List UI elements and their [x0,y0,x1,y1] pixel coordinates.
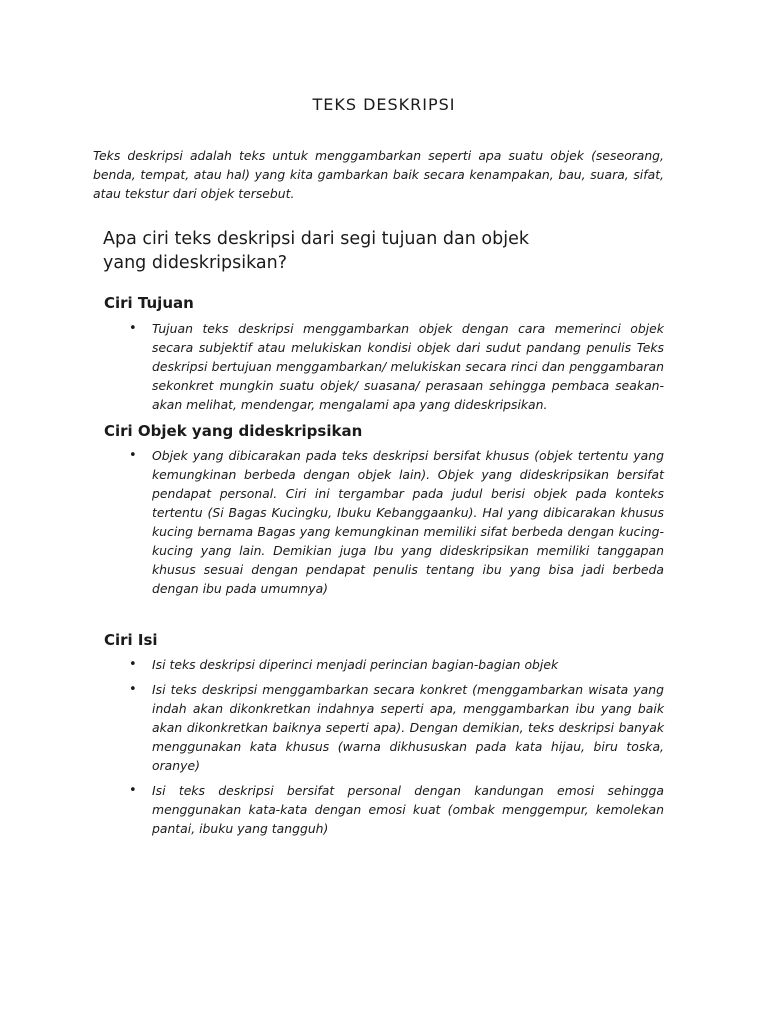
section-heading-ciri-objek: Ciri Objek yang dideskripsikan [104,422,363,440]
bullet-list-ciri-objek [124,446,664,604]
list-item [124,655,664,674]
list-item [124,446,664,598]
bullet-list-ciri-tujuan [124,319,664,420]
bullet-text: Objek yang dibicarakan pada teks deskripsi bersifat khusus (objek tertentu yang kemungkinan berbeda dengan objek lain). Objek yang dideskripsikan bersifat pendapat personal. Ciri ini tergambar pada judul berisi objek pada konteks tertentu (Si Bagas Kucingku, Ibuku Kebanggaanku). Hal yang dibicarakan khusus kucing bernama Bagas yang kemungkinan memiliki sifat berbeda dengan kucing-kucing yang lain. Demikian juga Ibu yang dideskripsikan memiliki tanggapan khusus sesuai dengan pendapat penulis tentang ibu yang bisa jadi berbeda dengan ibu pada umumnya) [152,448,664,596]
question-heading: Apa ciri teks deskripsi dari segi tujuan dan objek yang dideskripsikan? [103,229,529,273]
intro-paragraph: Teks deskripsi adalah teks untuk menggambarkan seperti apa suatu objek (seseorang, benda, tempat, atau hal) yang kita gambarkan baik secara kenampakan, bau, suara, sifat, atau tekstur dari objek tersebut. [93,148,664,201]
list-item [124,781,664,838]
section-heading-ciri-isi: Ciri Isi [104,631,158,649]
document-title: TEKS DESKRIPSI [312,95,456,114]
section-heading-ciri-tujuan: Ciri Tujuan [104,294,194,312]
bullet-list-ciri-isi [124,655,664,844]
bullet-text: Isi teks deskripsi bersifat personal dengan kandungan emosi sehingga menggunakan kata-kata dengan emosi kuat (ombak menggempur, kemolekan pantai, ibuku yang tangguh) [152,783,664,836]
bullet-icon: • [129,783,137,798]
bullet-text: Isi teks deskripsi diperinci menjadi perincian bagian-bagian objek [152,657,559,672]
bullet-icon: • [129,657,137,672]
bullet-text: Tujuan teks deskripsi menggambarkan objek dengan cara memerinci objek secara subjektif atau melukiskan kondisi objek dari sudut pandang penulis Teks deskripsi bertujuan menggambarkan/ melukiskan secara rinci dan penggambaran sekonkret mungkin suatu objek/ suasana/ perasaan sehingga pembaca seakan-akan melihat, mendengar, mengalami apa yang dideskripsikan. [152,321,664,412]
list-item [124,680,664,775]
bullet-icon: • [129,682,137,697]
list-item [124,319,664,414]
bullet-icon: • [129,448,137,463]
bullet-text: Isi teks deskripsi menggambarkan secara konkret (menggambarkan wisata yang indah akan dikonkretkan indahnya seperti apa, menggambarkan ibu yang baik akan dikonkretkan baiknya seperti apa). Dengan demikian, teks deskripsi banyak menggunakan kata khusus (warna dikhususkan pada kata hijau, biru toska, oranye) [152,682,664,773]
bullet-icon: • [129,321,137,336]
